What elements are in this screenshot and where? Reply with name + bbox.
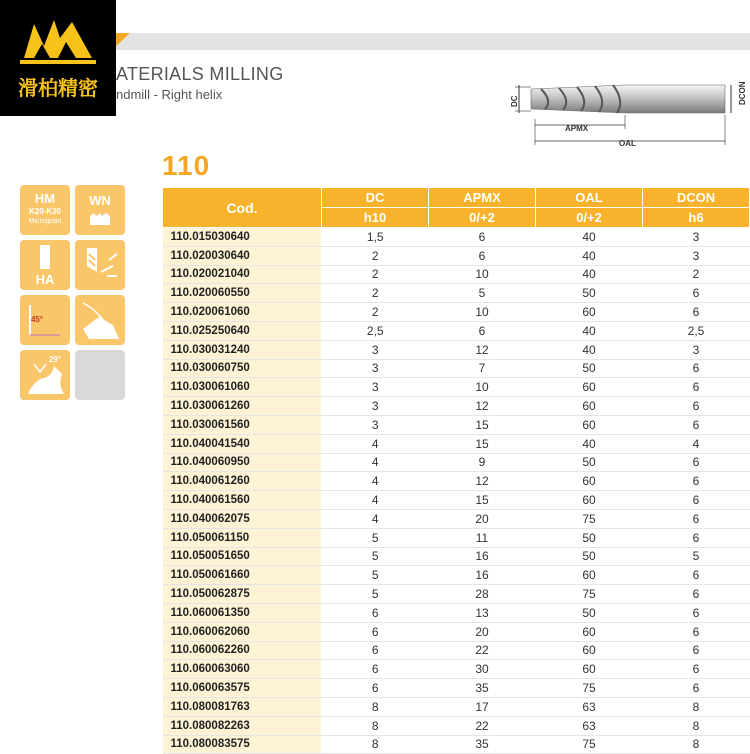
dc-value: 6	[322, 660, 429, 679]
apmx-value: 6	[429, 246, 536, 265]
product-code: 110.030061060	[163, 378, 322, 397]
apmx-value: 15	[429, 491, 536, 510]
dc-value: 8	[322, 735, 429, 754]
dcon-value: 6	[643, 378, 750, 397]
oal-value: 40	[536, 321, 643, 340]
dc-value: 2	[322, 303, 429, 322]
dcon-value: 3	[643, 246, 750, 265]
product-code: 110.040060950	[163, 453, 322, 472]
angle-25-badge	[75, 295, 125, 345]
dc-value: 6	[322, 622, 429, 641]
apmx-value: 20	[429, 509, 536, 528]
table-row	[163, 716, 750, 735]
dcon-value: 6	[643, 603, 750, 622]
oal-value: 50	[536, 603, 643, 622]
apmx-value: 16	[429, 547, 536, 566]
product-code: 110.020061060	[163, 303, 322, 322]
dcon-value: 6	[643, 622, 750, 641]
oal-value: 60	[536, 641, 643, 660]
apmx-value: 13	[429, 603, 536, 622]
apmx-value: 15	[429, 434, 536, 453]
oal-value: 40	[536, 246, 643, 265]
dc-value: 1,5	[322, 228, 429, 247]
wn-label: WN	[89, 193, 111, 208]
dc-value: 8	[322, 697, 429, 716]
dc-value: 4	[322, 472, 429, 491]
product-code: 110.080083575	[163, 735, 322, 754]
dcon-value: 6	[643, 585, 750, 604]
oal-value: 60	[536, 472, 643, 491]
micrograin-label: Micrograin	[28, 218, 62, 225]
apmx-value: 22	[429, 641, 536, 660]
product-code: 110.080082263	[163, 716, 322, 735]
table-row	[163, 397, 750, 416]
oal-value: 40	[536, 340, 643, 359]
dc-value: 4	[322, 453, 429, 472]
table-row	[163, 622, 750, 641]
product-code: 110.025250640	[163, 321, 322, 340]
table-row	[163, 303, 750, 322]
dcon-value: 6	[643, 566, 750, 585]
apmx-value: 6	[429, 228, 536, 247]
angle-29-label: 29°	[48, 355, 62, 364]
apmx-value: 28	[429, 585, 536, 604]
dcon-value: 8	[643, 735, 750, 754]
table-row	[163, 321, 750, 340]
product-code: 110.040062075	[163, 509, 322, 528]
logo-text: 滑柏精密	[18, 76, 98, 100]
angle-25-label: 25°	[103, 329, 117, 338]
hm-badge	[20, 185, 70, 235]
table-row	[163, 641, 750, 660]
product-code: 110.060063575	[163, 679, 322, 698]
table-row	[163, 735, 750, 754]
ha-label: HA	[35, 272, 55, 287]
apmx-value: 7	[429, 359, 536, 378]
product-code: 110.020030640	[163, 246, 322, 265]
dcon-value: 6	[643, 397, 750, 416]
spec-table-body	[163, 228, 750, 754]
table-row	[163, 509, 750, 528]
product-code: 110.050061660	[163, 566, 322, 585]
oal-value: 75	[536, 509, 643, 528]
product-code: 110.050051650	[163, 547, 322, 566]
dcon-value: 6	[643, 284, 750, 303]
apmx-value: 5	[429, 284, 536, 303]
dcon-value: 2	[643, 265, 750, 284]
apmx-value: 12	[429, 472, 536, 491]
dcon-value: 6	[643, 453, 750, 472]
dc-value: 2	[322, 284, 429, 303]
dcon-value: 4	[643, 434, 750, 453]
table-row	[163, 359, 750, 378]
table-row	[163, 246, 750, 265]
helix-29-badge	[20, 350, 70, 400]
dc-value: 2,5	[322, 321, 429, 340]
hm-label: HM	[34, 191, 56, 206]
oal-value: 60	[536, 566, 643, 585]
oal-value: 50	[536, 528, 643, 547]
spec-table	[162, 187, 750, 754]
dc-value: 3	[322, 415, 429, 434]
oal-value: 40	[536, 434, 643, 453]
oal-value: 50	[536, 547, 643, 566]
oal-value: 60	[536, 303, 643, 322]
tol-dc: h10	[322, 208, 429, 228]
header-code: Cod.	[163, 188, 322, 228]
product-code: 110.060063060	[163, 660, 322, 679]
dcon-value: 8	[643, 697, 750, 716]
table-row	[163, 340, 750, 359]
dc-value: 2	[322, 246, 429, 265]
apmx-value: 6	[429, 321, 536, 340]
empty-badge	[75, 350, 125, 400]
table-row	[163, 378, 750, 397]
oal-value: 60	[536, 378, 643, 397]
oal-label: OAL	[619, 139, 636, 148]
dcon-value: 6	[643, 528, 750, 547]
product-code: 110.030061560	[163, 415, 322, 434]
oal-value: 60	[536, 660, 643, 679]
dcon-value: 6	[643, 415, 750, 434]
page-subheading: ndmill - Right helix	[116, 87, 223, 102]
product-code: 110.040041540	[163, 434, 322, 453]
table-row	[163, 697, 750, 716]
product-code: 110.030061260	[163, 397, 322, 416]
apmx-value: 35	[429, 679, 536, 698]
dc-value: 5	[322, 585, 429, 604]
wn-badge	[75, 185, 125, 235]
apmx-value: 20	[429, 622, 536, 641]
endmill-diagram	[505, 75, 750, 155]
dc-value: 8	[322, 716, 429, 735]
product-code: 110.015030640	[163, 228, 322, 247]
product-code: 110.020021040	[163, 265, 322, 284]
apmx-value: 30	[429, 660, 536, 679]
dcon-value: 2,5	[643, 321, 750, 340]
product-code: 110.060062060	[163, 622, 322, 641]
dcon-value: 5	[643, 547, 750, 566]
product-code: 110.080081763	[163, 697, 322, 716]
dc-value: 6	[322, 679, 429, 698]
table-row	[163, 415, 750, 434]
oal-value: 60	[536, 415, 643, 434]
dcon-value: 6	[643, 472, 750, 491]
dc-value: 5	[322, 528, 429, 547]
header-oal: OAL	[536, 188, 643, 208]
table-row	[163, 547, 750, 566]
apmx-value: 35	[429, 735, 536, 754]
oal-value: 60	[536, 397, 643, 416]
oal-value: 50	[536, 359, 643, 378]
table-row	[163, 265, 750, 284]
grade-label: K20-K30	[28, 207, 61, 216]
tol-oal: 0/+2	[536, 208, 643, 228]
table-row	[163, 472, 750, 491]
series-number: 110	[162, 150, 211, 181]
dcon-value: 8	[643, 716, 750, 735]
wn-icon	[90, 213, 110, 225]
ha-badge	[20, 240, 70, 290]
helix-29-icon	[24, 360, 66, 396]
brand-logo	[0, 0, 116, 116]
table-row	[163, 528, 750, 547]
apmx-value: 10	[429, 303, 536, 322]
table-row	[163, 566, 750, 585]
cutting-direction-badge	[75, 240, 125, 290]
oal-value: 75	[536, 585, 643, 604]
apmx-value: 12	[429, 397, 536, 416]
dcon-label: DCON	[738, 81, 747, 105]
oal-value: 63	[536, 716, 643, 735]
oal-value: 50	[536, 284, 643, 303]
header-dc: DC	[322, 188, 429, 208]
table-row	[163, 453, 750, 472]
dcon-value: 6	[643, 679, 750, 698]
page-heading: ATERIALS MILLING	[116, 64, 284, 84]
tol-apmx: 0/+2	[429, 208, 536, 228]
dc-value: 4	[322, 491, 429, 510]
dcon-value: 6	[643, 660, 750, 679]
apmx-value: 10	[429, 378, 536, 397]
product-code: 110.050062875	[163, 585, 322, 604]
dc-value: 3	[322, 378, 429, 397]
apmx-value: 16	[429, 566, 536, 585]
dc-value: 6	[322, 603, 429, 622]
header-apmx: APMX	[429, 188, 536, 208]
dc-value: 5	[322, 566, 429, 585]
product-code: 110.020060550	[163, 284, 322, 303]
table-row	[163, 679, 750, 698]
cutting-direction-icon	[83, 246, 119, 284]
product-code: 110.030031240	[163, 340, 322, 359]
dc-value: 2	[322, 265, 429, 284]
dc-value: 5	[322, 547, 429, 566]
product-code: 110.040061260	[163, 472, 322, 491]
dcon-value: 6	[643, 491, 750, 510]
dcon-value: 6	[643, 509, 750, 528]
table-row	[163, 434, 750, 453]
apmx-value: 11	[429, 528, 536, 547]
product-code: 110.060061350	[163, 603, 322, 622]
dcon-value: 3	[643, 228, 750, 247]
angle-45-badge	[20, 295, 70, 345]
tol-dcon: h6	[643, 208, 750, 228]
table-row	[163, 603, 750, 622]
apmx-label: APMX	[565, 124, 589, 133]
table-row	[163, 228, 750, 247]
apmx-value: 10	[429, 265, 536, 284]
header-dcon: DCON	[643, 188, 750, 208]
dc-value: 6	[322, 641, 429, 660]
apmx-value: 15	[429, 415, 536, 434]
dcon-value: 3	[643, 340, 750, 359]
product-code: 110.050061150	[163, 528, 322, 547]
oal-value: 75	[536, 679, 643, 698]
oal-value: 40	[536, 265, 643, 284]
logo-mark-icon	[20, 14, 96, 66]
product-code: 110.030060750	[163, 359, 322, 378]
angle-45-label: 45°	[30, 315, 44, 324]
oal-value: 63	[536, 697, 643, 716]
dc-label: DC	[510, 95, 519, 107]
oal-value: 50	[536, 453, 643, 472]
dcon-value: 6	[643, 641, 750, 660]
dc-value: 3	[322, 359, 429, 378]
apmx-value: 22	[429, 716, 536, 735]
oal-value: 60	[536, 622, 643, 641]
product-code: 110.060062260	[163, 641, 322, 660]
table-row	[163, 585, 750, 604]
dc-value: 4	[322, 509, 429, 528]
shank-icon	[37, 245, 53, 269]
dcon-value: 6	[643, 359, 750, 378]
dc-value: 4	[322, 434, 429, 453]
oal-value: 75	[536, 735, 643, 754]
table-row	[163, 660, 750, 679]
product-code: 110.040061560	[163, 491, 322, 510]
oal-value: 60	[536, 491, 643, 510]
table-row	[163, 284, 750, 303]
apmx-value: 12	[429, 340, 536, 359]
apmx-value: 17	[429, 697, 536, 716]
dc-value: 3	[322, 340, 429, 359]
table-row	[163, 491, 750, 510]
dcon-value: 6	[643, 303, 750, 322]
dc-value: 3	[322, 397, 429, 416]
oal-value: 40	[536, 228, 643, 247]
apmx-value: 9	[429, 453, 536, 472]
